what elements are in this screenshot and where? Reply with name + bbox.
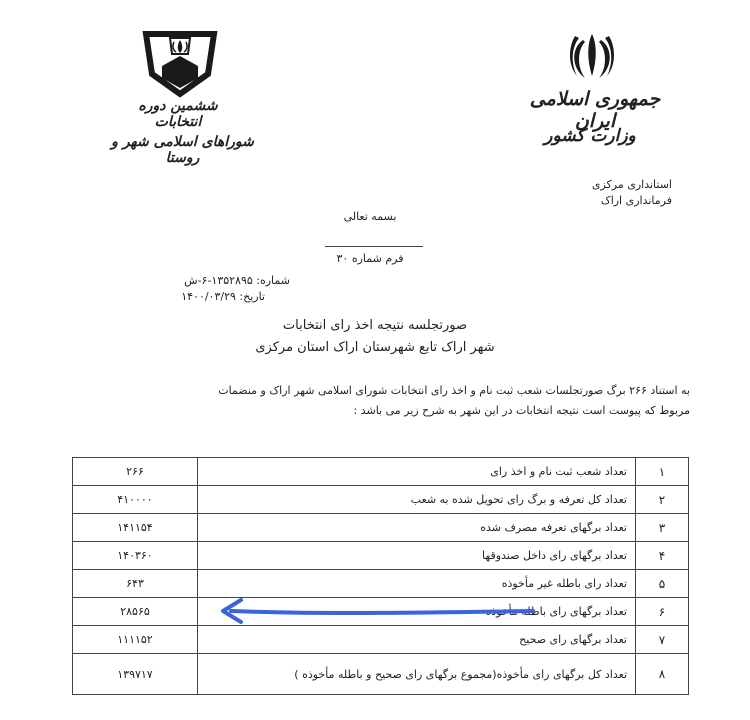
row-label: تعداد برگهای رای صحیح — [198, 626, 636, 654]
table-row — [73, 458, 689, 486]
letter-date: تاریخ: ۱۴۰۰/۰۳/۲۹ — [181, 290, 265, 303]
election-councils: شوراهای اسلامی شهر و روستا — [111, 134, 254, 166]
row-label: تعداد برگهای تعرفه مصرف شده — [198, 514, 636, 542]
gov-name: جمهوری اسلامی ایران — [529, 88, 661, 132]
table-row — [73, 514, 689, 542]
county-office: فرمانداری اراک — [600, 194, 672, 207]
row-number: ۵ — [636, 570, 689, 598]
row-number: ۷ — [636, 626, 689, 654]
results-table — [72, 457, 689, 695]
row-number: ۱ — [636, 458, 689, 486]
row-value: ۴۱۰۰۰۰ — [73, 486, 198, 514]
row-label: تعداد کل تعرفه و برگ رای تحویل شده به شعب — [198, 486, 636, 514]
document-title: صورتجلسه نتیجه اخذ رای انتخابات — [282, 318, 468, 333]
intro-paragraph-line1: به استناد ۲۶۶ برگ صورتجلسات شعب ثبت نام و اخذ رای انتخابات شورای اسلامی شهر اراک و منضمات — [218, 384, 690, 397]
row-value: ۱۴۰۳۶۰ — [73, 542, 198, 570]
row-value: ۲۸۵۶۵ — [73, 598, 198, 626]
governorate: استانداری مرکزی — [591, 178, 672, 191]
table-row — [73, 570, 689, 598]
row-number: ۸ — [636, 654, 689, 695]
table-row — [73, 654, 689, 695]
intro-paragraph-line2: مربوط که پیوست است نتیجه انتخابات در این شهر به شرح زیر می باشد : — [353, 404, 690, 417]
table-row — [73, 542, 689, 570]
ministry-name: وزارت کشور — [544, 126, 636, 146]
document-subtitle: شهر اراک تابع شهرستان اراک استان مرکزی — [255, 340, 495, 355]
row-number: ۶ — [636, 598, 689, 626]
divider — [325, 246, 423, 247]
row-label: تعداد کل برگهای رای مأخوذه(مجموع برگهای رای صحیح و باطله مأخوذه ) — [198, 654, 636, 695]
row-value: ۱۴۱۱۵۴ — [73, 514, 198, 542]
ballot-box-logo-icon — [140, 28, 220, 104]
row-label: تعداد رای باطله غیر مأخوذه — [198, 570, 636, 598]
row-number: ۲ — [636, 486, 689, 514]
table-row — [73, 486, 689, 514]
iran-emblem-icon — [565, 30, 620, 86]
annotation-arrow-icon — [215, 597, 545, 631]
row-value: ۲۶۶ — [73, 458, 198, 486]
row-value: ۶۴۳ — [73, 570, 198, 598]
row-label: تعداد برگهای رای داخل صندوقها — [198, 542, 636, 570]
row-number: ۳ — [636, 514, 689, 542]
form-number: فرم شماره ۳۰ — [336, 252, 404, 265]
letter-number: شماره: ۱۳۵۲۸۹۵-۶-ش — [184, 274, 290, 287]
row-number: ۴ — [636, 542, 689, 570]
row-label: تعداد شعب ثبت نام و اخذ رای — [198, 458, 636, 486]
row-label: تعداد برگهای رای باطله مأخوذه — [198, 598, 636, 626]
election-term: ششمین دوره انتخابات — [138, 98, 218, 130]
row-value: ۱۳۹۷۱۷ — [73, 654, 198, 695]
bismillah: بسمه تعالی — [343, 210, 397, 223]
row-value: ۱۱۱۱۵۲ — [73, 626, 198, 654]
